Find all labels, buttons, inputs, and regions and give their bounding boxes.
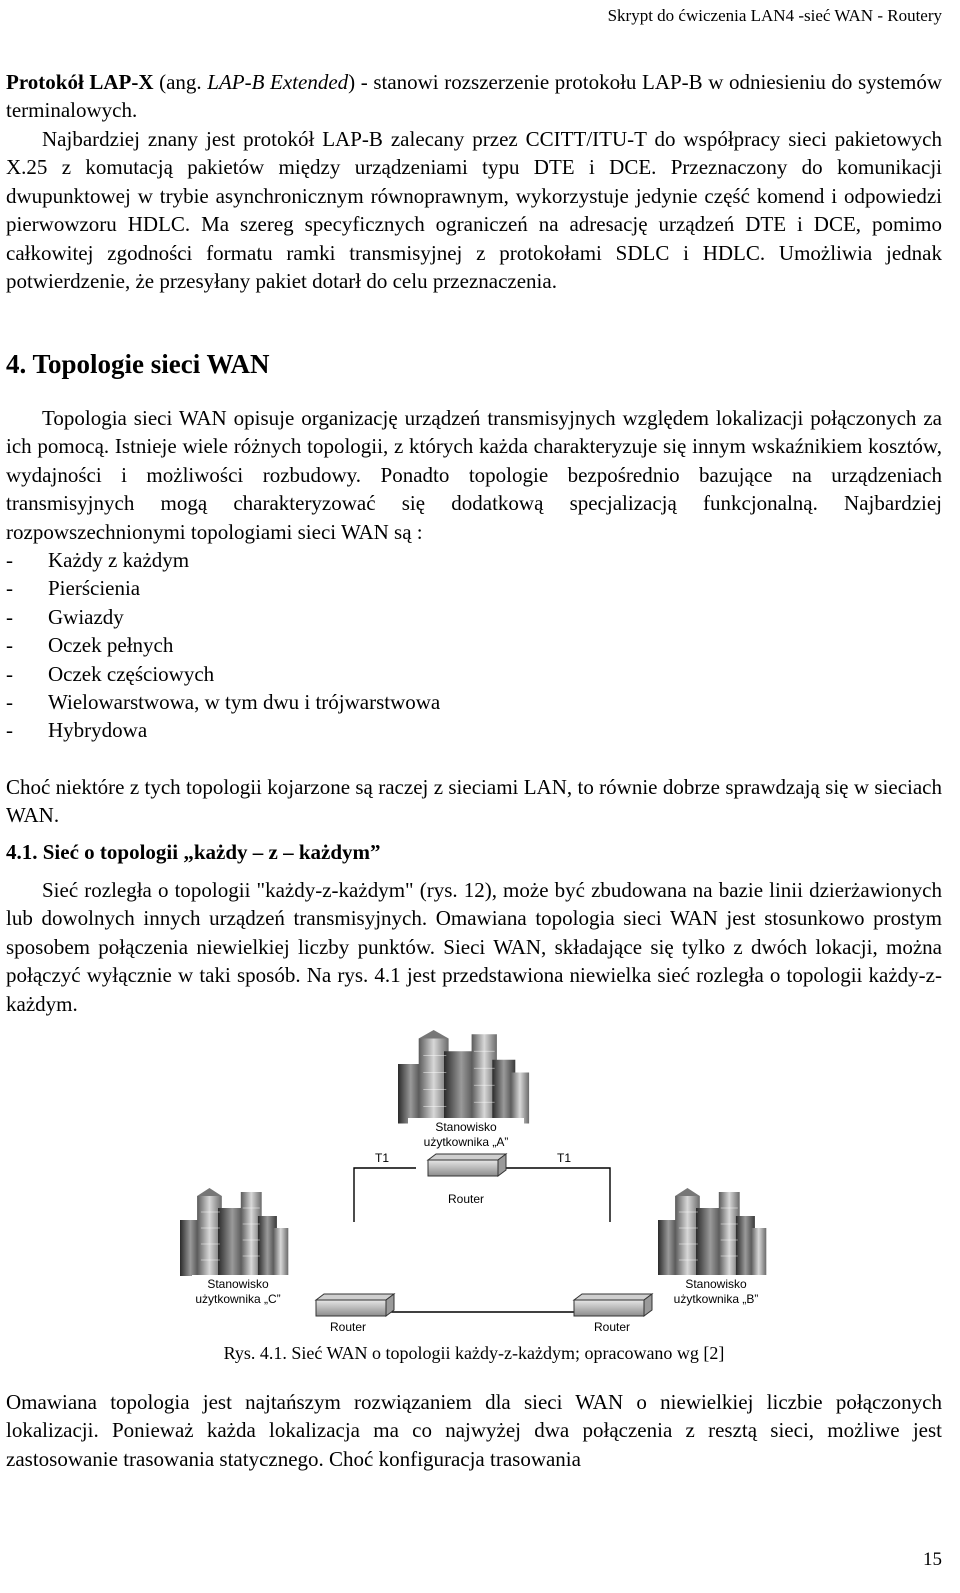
link-a-b [494, 1168, 610, 1222]
paragraph-text: Omawiana topologia jest najtańszym rozwiązaniem dla sieci WAN o niewielkiej liczbie połączonych lokalizacji. Ponieważ każda lokalizacja ma co najwyżej dwa połączenia z resztą sieci, możliwe jest zastosowanie trasowania statycznego. Choć konfiguracja trasowania [6, 1390, 942, 1471]
station-a-label-line2: użytkownika „A” [423, 1135, 509, 1149]
paragraph-lan-note [6, 773, 942, 830]
link-a-c [354, 1168, 416, 1222]
station-b [574, 1188, 774, 1334]
figure-mesh-network [176, 1022, 776, 1338]
router-a-icon [428, 1154, 506, 1176]
paragraph-full-mesh [6, 876, 942, 1018]
list-item-label: Hybrydowa [48, 718, 148, 743]
term-lap-x: Protokół LAP-X [6, 70, 154, 94]
list-item [6, 660, 942, 688]
list-dash: - [6, 604, 13, 629]
term-lap-b-extended: LAP-B Extended [207, 70, 349, 94]
list-dash: - [6, 661, 13, 686]
station-c-label-line1: Stanowisko [207, 1277, 269, 1291]
router-b-icon [574, 1294, 652, 1316]
list-item-label: Oczek pełnych [48, 633, 174, 658]
router-b-label: Router [593, 1320, 631, 1334]
list-item [6, 546, 942, 574]
list-item-label: Pierścienia [48, 576, 141, 601]
section-title: 4.1. Sieć o topologii „każdy – z – każdym” [6, 840, 381, 864]
paragraph-topologies-intro [6, 404, 942, 546]
station-c-label-line2: użytkownika „C” [195, 1292, 281, 1306]
running-header: Skrypt do ćwiczenia LAN4 -sieć WAN - Routery [607, 6, 942, 25]
list-item-label: Oczek częściowych [48, 661, 215, 686]
list-dash: - [6, 576, 13, 601]
t1-links [354, 1168, 610, 1312]
page-number: 15 [923, 1549, 942, 1570]
router-c-icon [316, 1294, 394, 1316]
paragraph-lap-x [6, 68, 942, 125]
network-diagram [176, 1022, 776, 1338]
list-item-label: Każdy z każdym [48, 548, 190, 572]
list-dash: - [6, 548, 13, 572]
list-item-label: Gwiazdy [48, 604, 124, 629]
paragraph-text: Choć niektóre z tych topologii kojarzone są raczej z sieciami LAN, to równie dobrze sprawdzają się w sieciach WAN. [6, 775, 942, 828]
paragraph-text: Topologia sieci WAN opisuje organizację urządzeń transmisyjnych względem lokalizacji połączonych za ich pomocą. Istnieje wiele różnych topologii, z których każda charakteryzuje się innym wskaźnikiem kosztów, wydajności i możliwości rozbudowy. Ponadto topologie bezpośrednio bazujące na urządzeniach transmisyjnych mogą charakteryzować się dodatkową specjalizacją funkcjonalną. Najbardziej rozpowszechnionymi topologiami sieci WAN są : [6, 406, 942, 544]
list-item [6, 631, 942, 659]
paragraph-text: Sieć rozległa o topologii "każdy-z-każdym" (rys. 12), może być zbudowana na bazie linii dzierżawionych lub dowolnych innych urządzeń transmisyjnych. Omawiana topologia sieci WAN jest stosunkowo prostym sposobem połączenia niewielkiej liczby punktów. Sieci WAN, składające się tylko z dwóch lokacji, można połączyć wyłącznie w taki sposób. Na rys. 4.1 jest przedstawiona niewielka sieć rozległa o topologii każdy-z-każdym. [6, 878, 942, 1016]
station-a [398, 1030, 529, 1206]
list-item [6, 574, 942, 602]
topology-list-items [6, 546, 942, 745]
paragraph-lap-b [6, 125, 942, 295]
station-a-label-line1: Stanowisko [435, 1120, 497, 1134]
text-fragment: ) - stanowi rozszerzenie protokołu LAP-B w odniesieniu do systemów terminalowych. [6, 70, 942, 123]
list-dash: - [6, 690, 13, 715]
section-heading-4-1 [6, 838, 942, 866]
list-dash: - [6, 718, 13, 743]
paragraph-cost [6, 1388, 942, 1473]
router-a-label: Router [447, 1192, 485, 1206]
list-item-label: Wielowarstwowa, w tym dwu i trójwarstwowa [48, 690, 441, 715]
paragraph-text: Najbardziej znany jest protokół LAP-B zalecany przez CCITT/ITU-T do współpracy sieci pakietowych X.25 z komutacją pakietów między urządzeniami typu DTE i DCE. Przeznaczony do komunikacji dwupunktowej w trybie asynchronicznym równoprawnym, wykorzystuje jedynie część komend i odpowiedzi pierwowzoru HDLC. Ma szereg specyficznych ograniczeń na adresację urządzeń DTE i DCE, pomimo całkowitej zgodności formatu ramki transmisyjnej z protokołami SDLC i HDLC. Umożliwia jednak potwierdzenie, że przesyłany pakiet dotarł do celu przeznaczenia. [6, 127, 942, 294]
text-fragment: (ang. [153, 70, 208, 94]
list-item [6, 688, 942, 716]
station-b-label-line2: użytkownika „B” [673, 1292, 759, 1306]
figure-caption: Rys. 4.1. Sieć WAN o topologii każdy-z-każdym; opracowano wg [2] [223, 1343, 725, 1363]
section-heading-4 [6, 348, 942, 380]
list-item [6, 603, 942, 631]
document-page [6, 0, 942, 1593]
station-c [180, 1188, 394, 1334]
link-label-a-b: T1 [556, 1151, 572, 1165]
topology-list [6, 546, 942, 745]
list-dash: - [6, 633, 13, 658]
section-title: 4. Topologie sieci WAN [6, 349, 270, 379]
list-item [6, 716, 942, 744]
link-label-a-c: T1 [374, 1151, 390, 1165]
station-b-label-line1: Stanowisko [685, 1277, 747, 1291]
router-c-label: Router [329, 1320, 367, 1334]
